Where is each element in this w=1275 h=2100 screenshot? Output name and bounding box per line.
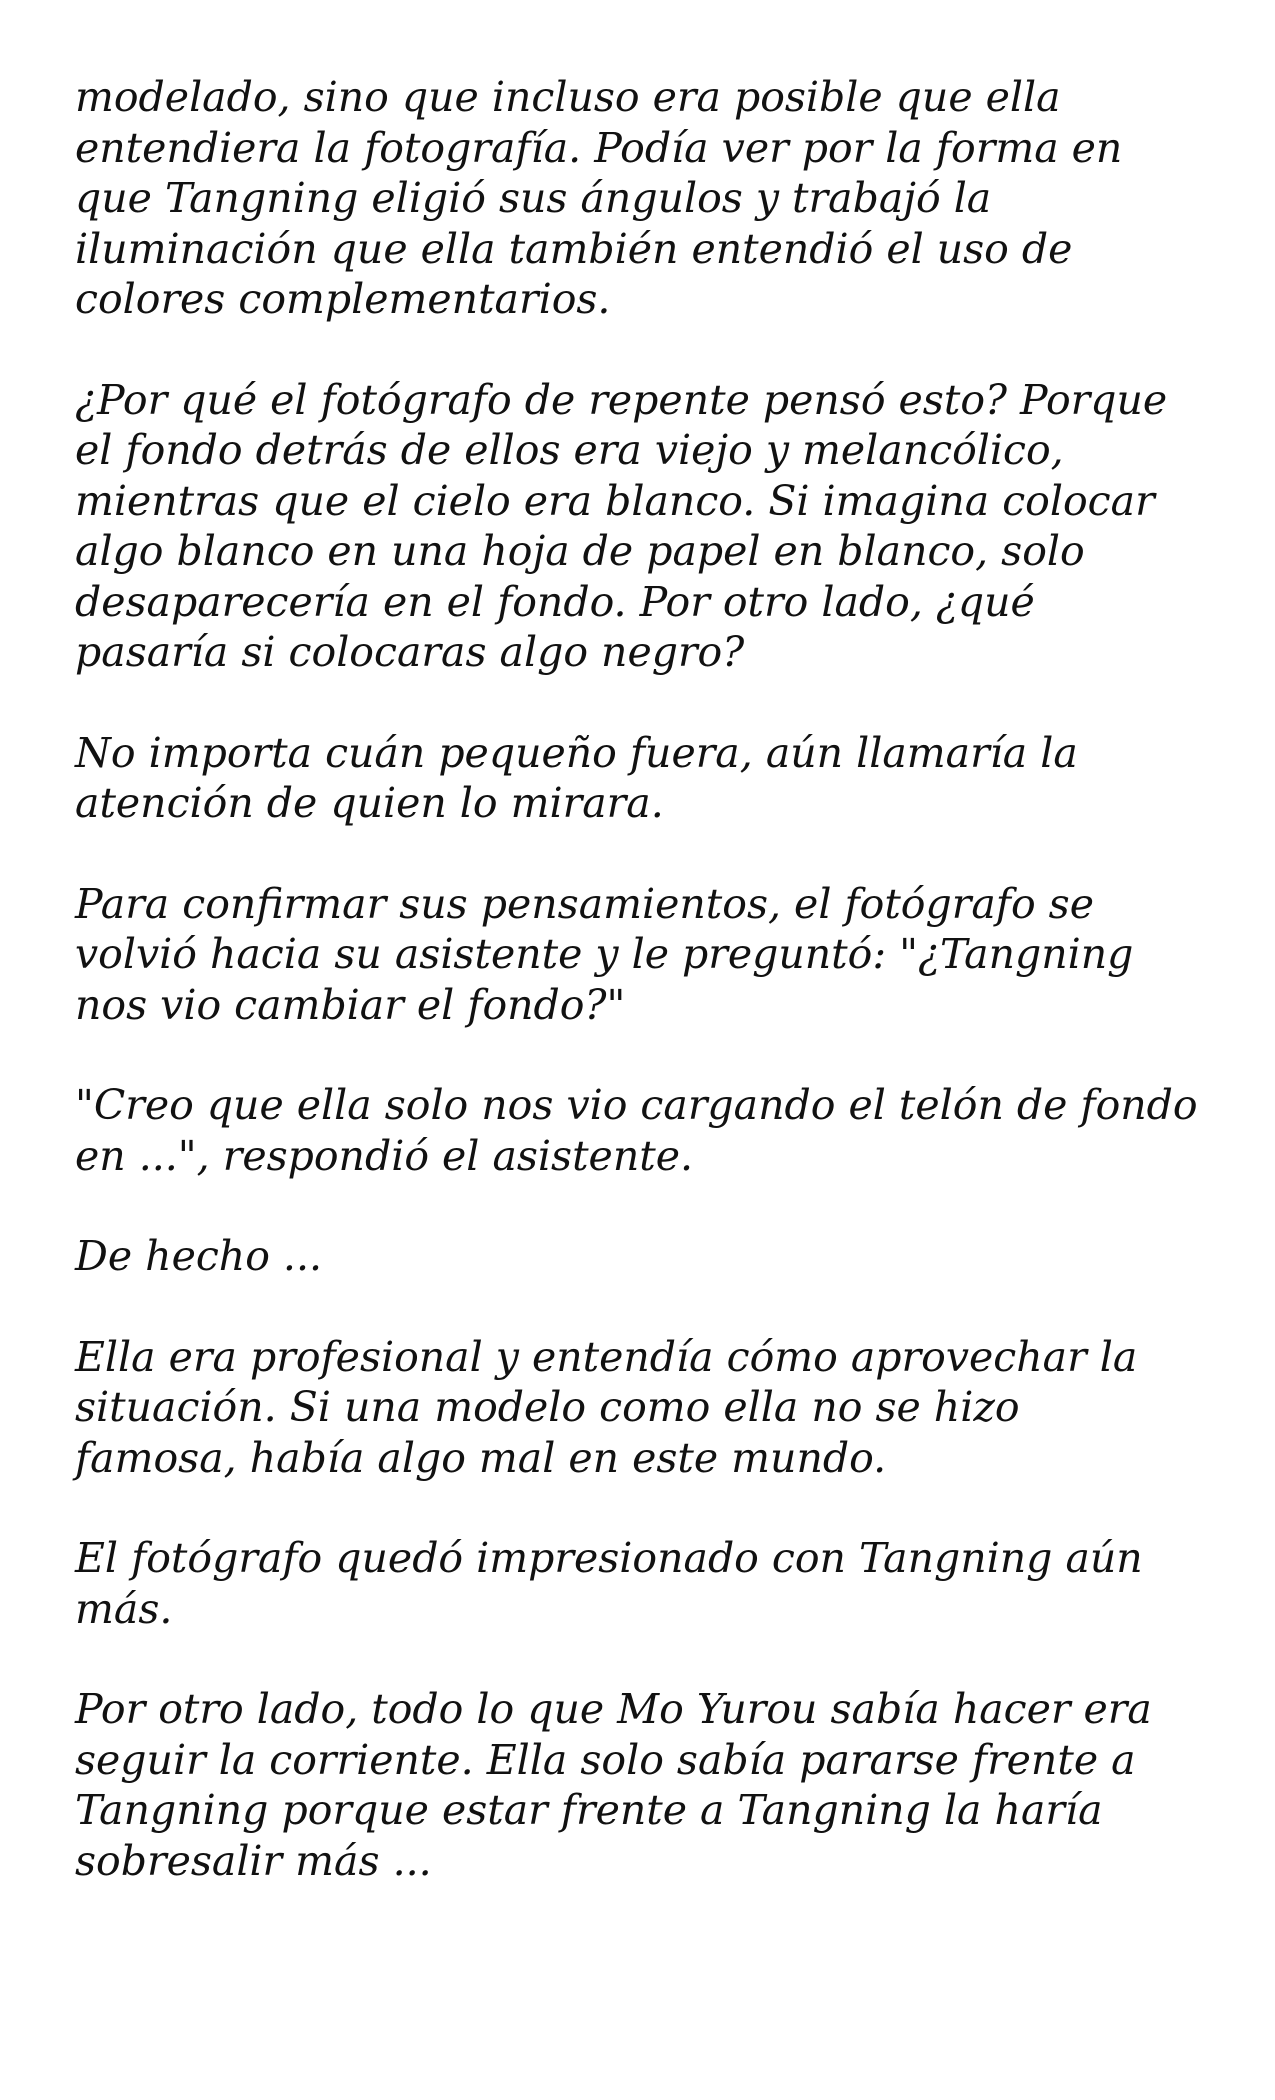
paragraph — [75, 72, 1215, 325]
text-line: nos vio cambiar el fondo?" — [75, 980, 626, 1029]
text-line: No importa cuán pequeño fuera, aún llamaría la — [75, 728, 1078, 777]
text-line: pasaría si colocaras algo negro? — [75, 628, 745, 676]
text-line: el fondo detrás de ellos era viejo y melancólico, — [75, 426, 1064, 474]
text-line: El fotógrafo quedó impresionado con Tangning aún — [75, 1534, 1143, 1582]
text-line: "Creo que ella solo nos vio cargando el telón de fondo — [75, 1081, 1198, 1129]
paragraph — [75, 1533, 1215, 1634]
text-line: sobresalir más ... — [75, 1836, 432, 1885]
text-line: De hecho ... — [75, 1232, 323, 1280]
paragraph — [75, 1684, 1215, 1886]
paragraph — [75, 375, 1215, 678]
text-line: entendiera la fotografía. Podía ver por la forma en — [75, 123, 1123, 172]
text-line: Por otro lado, todo lo que Mo Yurou sabía hacer era — [75, 1685, 1152, 1733]
text-line: atención de quien lo mirara. — [75, 779, 664, 827]
text-line: Ella era profesional y entendía cómo aprovechar la — [75, 1332, 1138, 1381]
paragraph — [75, 1332, 1215, 1484]
text-line: mientras que el cielo era blanco. Si imagina colocar — [75, 476, 1155, 525]
text-line: colores complementarios. — [75, 275, 611, 323]
text-line: algo blanco en una hoja de papel en blanco, solo — [75, 527, 1085, 575]
text-line: seguir la corriente. Ella solo sabía pararse frente a — [75, 1735, 1136, 1784]
text-line: más. — [75, 1584, 173, 1633]
text-line: famosa, había algo mal en este mundo. — [75, 1433, 887, 1482]
document-body — [75, 72, 1215, 1936]
text-line: ¿Por qué el fotógrafo de repente pensó esto? Porque — [75, 375, 1168, 424]
paragraph — [75, 1231, 1215, 1282]
text-line: Para confirmar sus pensamientos, el fotógrafo se — [75, 879, 1094, 928]
text-line: que Tangning eligió sus ángulos y trabajó la — [75, 174, 992, 222]
text-line: modelado, sino que incluso era posible que ella — [75, 73, 1061, 121]
text-line: Tangning porque estar frente a Tangning la haría — [75, 1786, 1103, 1834]
text-line: volvió hacia su asistente y le preguntó: "¿Tangning — [75, 930, 1134, 978]
paragraph — [75, 879, 1215, 1031]
text-line: desaparecería en el fondo. Por otro lado, ¿qué — [75, 577, 1035, 626]
text-line: en ...", respondió el asistente. — [75, 1131, 694, 1180]
text-line: situación. Si una modelo como ella no se hizo — [75, 1383, 1020, 1431]
paragraph — [75, 728, 1215, 829]
paragraph — [75, 1080, 1215, 1181]
text-line: iluminación que ella también entendió el uso de — [75, 224, 1073, 273]
